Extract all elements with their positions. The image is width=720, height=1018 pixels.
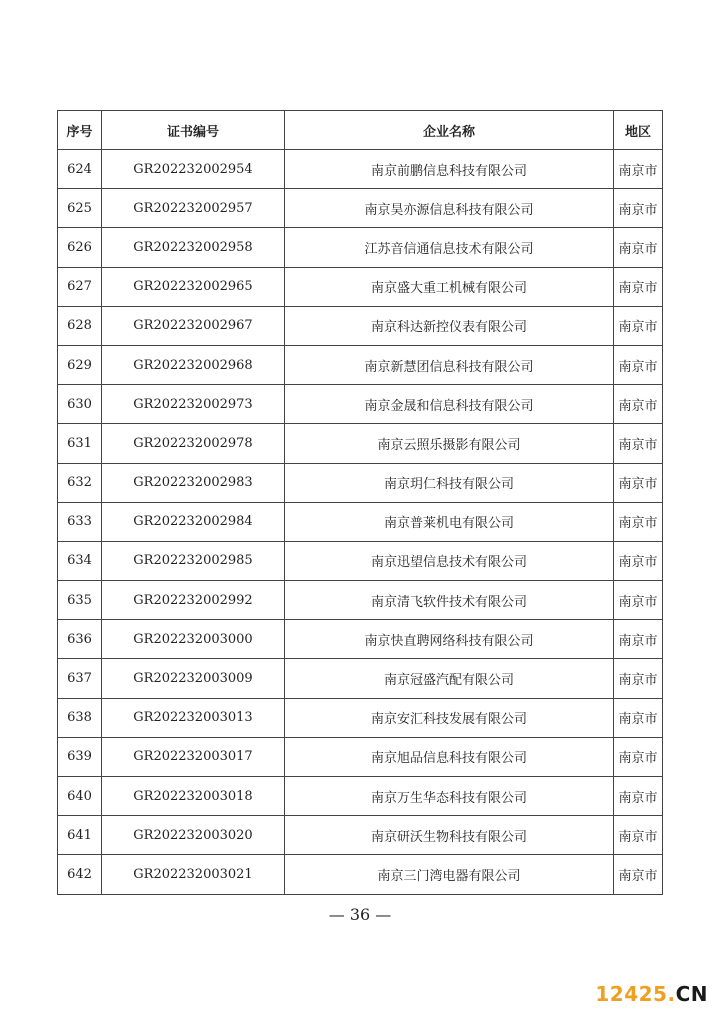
cell-index: 628 <box>58 306 102 345</box>
cell-company: 南京玥仁科技有限公司 <box>285 463 614 502</box>
table-row <box>58 385 663 424</box>
header-index: 序号 <box>58 111 102 150</box>
cell-region: 南京市 <box>614 345 663 384</box>
cell-certificate: GR202232002992 <box>102 581 285 620</box>
table-row <box>58 698 663 737</box>
cell-certificate: GR202232002967 <box>102 306 285 345</box>
table-row <box>58 855 663 894</box>
cell-company: 南京清飞软件技术有限公司 <box>285 581 614 620</box>
cell-certificate: GR202232003009 <box>102 659 285 698</box>
cell-region: 南京市 <box>614 463 663 502</box>
cell-region: 南京市 <box>614 424 663 463</box>
cell-region: 南京市 <box>614 502 663 541</box>
cell-index: 634 <box>58 541 102 580</box>
cell-index: 625 <box>58 189 102 228</box>
cell-company: 南京科达新控仪表有限公司 <box>285 306 614 345</box>
cell-company: 南京新慧团信息科技有限公司 <box>285 345 614 384</box>
cell-index: 627 <box>58 267 102 306</box>
cell-index: 639 <box>58 737 102 776</box>
table-row <box>58 150 663 189</box>
cell-region: 南京市 <box>614 737 663 776</box>
header-company: 企业名称 <box>285 111 614 150</box>
cell-certificate: GR202232003017 <box>102 737 285 776</box>
cell-region: 南京市 <box>614 855 663 894</box>
cell-certificate: GR202232002954 <box>102 150 285 189</box>
table-row <box>58 777 663 816</box>
cell-region: 南京市 <box>614 541 663 580</box>
cell-company: 南京前鹏信息科技有限公司 <box>285 150 614 189</box>
cell-index: 629 <box>58 345 102 384</box>
cell-index: 642 <box>58 855 102 894</box>
cell-region: 南京市 <box>614 189 663 228</box>
cell-company: 南京快直聘网络科技有限公司 <box>285 620 614 659</box>
cell-company: 江苏音信通信息技术有限公司 <box>285 228 614 267</box>
table-row <box>58 541 663 580</box>
cell-company: 南京冠盛汽配有限公司 <box>285 659 614 698</box>
watermark-tld: CN <box>675 982 708 1006</box>
cell-certificate: GR202232003000 <box>102 620 285 659</box>
cell-company: 南京安汇科技发展有限公司 <box>285 698 614 737</box>
cell-region: 南京市 <box>614 777 663 816</box>
cell-company: 南京盛大重工机械有限公司 <box>285 267 614 306</box>
cell-region: 南京市 <box>614 698 663 737</box>
cell-region: 南京市 <box>614 581 663 620</box>
table-row <box>58 816 663 855</box>
table-row <box>58 306 663 345</box>
cell-region: 南京市 <box>614 150 663 189</box>
cell-certificate: GR202232002958 <box>102 228 285 267</box>
cell-region: 南京市 <box>614 385 663 424</box>
table-row <box>58 620 663 659</box>
cell-index: 641 <box>58 816 102 855</box>
watermark-dot: . <box>667 982 676 1006</box>
cell-certificate: GR202232002984 <box>102 502 285 541</box>
table-row <box>58 581 663 620</box>
cell-index: 636 <box>58 620 102 659</box>
cell-region: 南京市 <box>614 620 663 659</box>
header-certificate: 证书编号 <box>102 111 285 150</box>
cell-index: 637 <box>58 659 102 698</box>
cell-certificate: GR202232002985 <box>102 541 285 580</box>
cell-company: 南京普莱机电有限公司 <box>285 502 614 541</box>
table-header-row <box>58 111 663 150</box>
site-watermark <box>595 982 708 1006</box>
cell-certificate: GR202232002965 <box>102 267 285 306</box>
cell-certificate: GR202232002978 <box>102 424 285 463</box>
cell-certificate: GR202232002957 <box>102 189 285 228</box>
table-row <box>58 345 663 384</box>
table-body <box>58 150 663 895</box>
cell-company: 南京旭品信息科技有限公司 <box>285 737 614 776</box>
cell-company: 南京三门湾电器有限公司 <box>285 855 614 894</box>
cell-company: 南京研沃生物科技有限公司 <box>285 816 614 855</box>
cell-certificate: GR202232003020 <box>102 816 285 855</box>
table-row <box>58 502 663 541</box>
cell-index: 640 <box>58 777 102 816</box>
cell-company: 南京金晟和信息科技有限公司 <box>285 385 614 424</box>
cell-index: 632 <box>58 463 102 502</box>
table-row <box>58 424 663 463</box>
cell-company: 南京万生华态科技有限公司 <box>285 777 614 816</box>
cell-index: 626 <box>58 228 102 267</box>
cell-index: 630 <box>58 385 102 424</box>
cell-index: 633 <box>58 502 102 541</box>
cell-certificate: GR202232003021 <box>102 855 285 894</box>
cell-certificate: GR202232003013 <box>102 698 285 737</box>
cell-region: 南京市 <box>614 659 663 698</box>
table-row <box>58 737 663 776</box>
cell-certificate: GR202232003018 <box>102 777 285 816</box>
cell-certificate: GR202232002968 <box>102 345 285 384</box>
cell-index: 638 <box>58 698 102 737</box>
cell-company: 南京迅望信息技术有限公司 <box>285 541 614 580</box>
table-row <box>58 659 663 698</box>
cell-region: 南京市 <box>614 816 663 855</box>
watermark-number: 12425 <box>595 982 668 1006</box>
cell-company: 南京云照乐摄影有限公司 <box>285 424 614 463</box>
table-row <box>58 267 663 306</box>
cell-region: 南京市 <box>614 267 663 306</box>
cell-company: 南京昊亦源信息科技有限公司 <box>285 189 614 228</box>
header-region: 地区 <box>614 111 663 150</box>
table-row <box>58 463 663 502</box>
cell-certificate: GR202232002983 <box>102 463 285 502</box>
cell-index: 631 <box>58 424 102 463</box>
cell-region: 南京市 <box>614 306 663 345</box>
table-row <box>58 189 663 228</box>
table-row <box>58 228 663 267</box>
cell-index: 624 <box>58 150 102 189</box>
certificate-table <box>57 110 663 895</box>
cell-index: 635 <box>58 581 102 620</box>
cell-region: 南京市 <box>614 228 663 267</box>
cell-certificate: GR202232002973 <box>102 385 285 424</box>
page-number: — 36 — <box>328 905 392 924</box>
